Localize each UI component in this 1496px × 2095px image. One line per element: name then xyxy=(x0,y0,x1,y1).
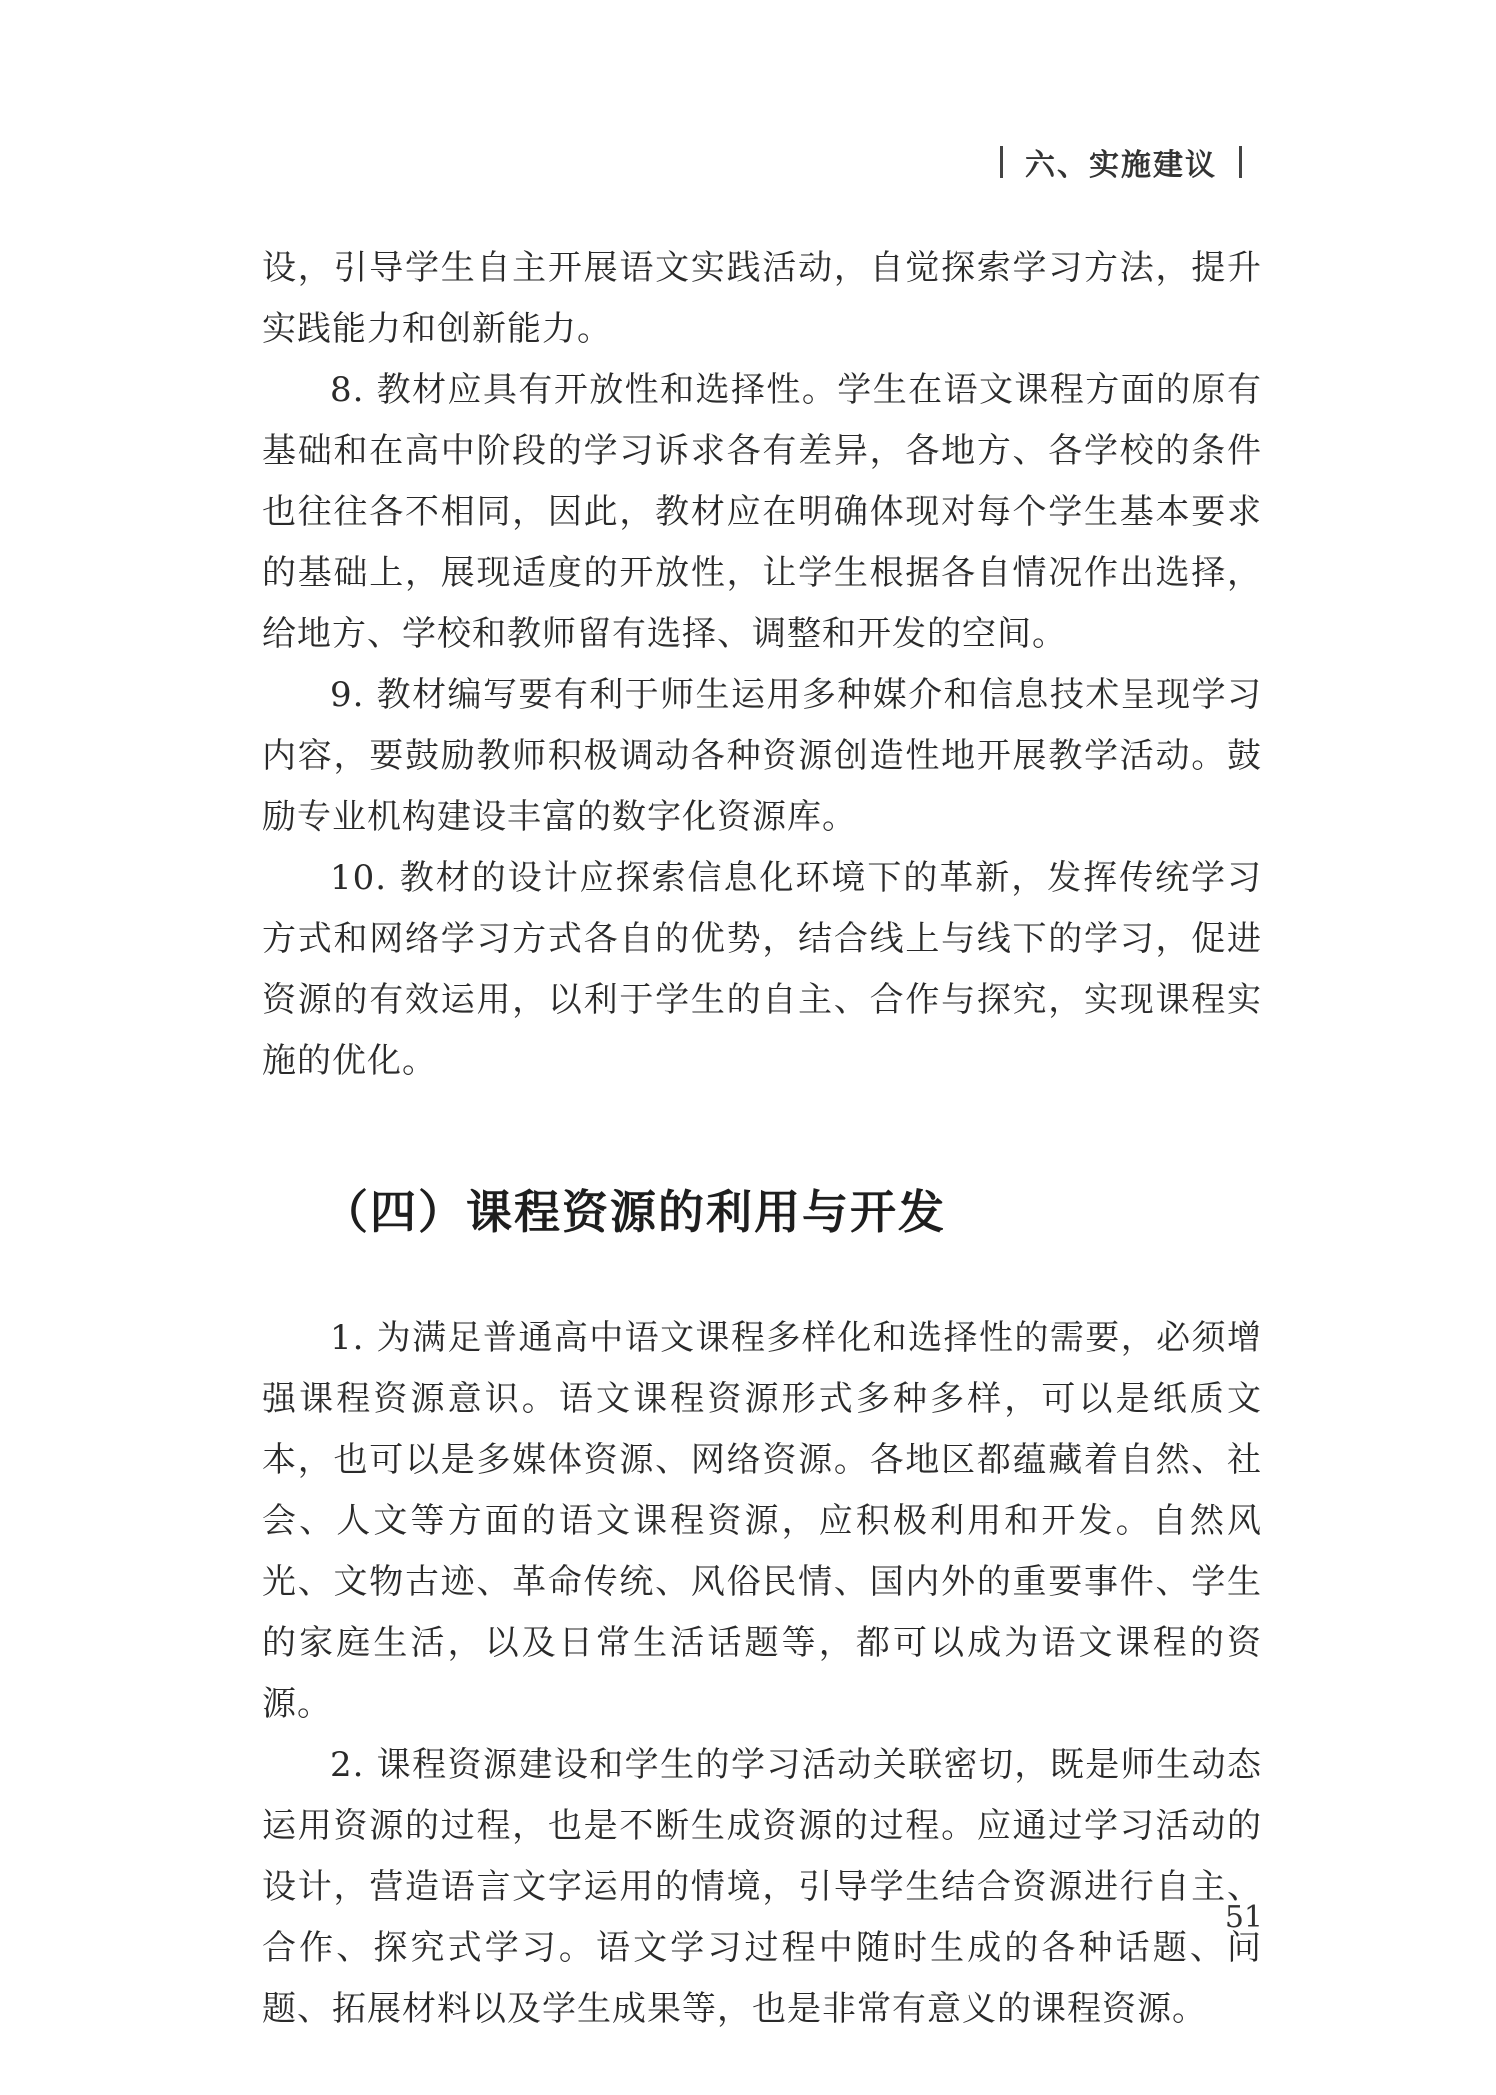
paragraph-item-10: 10. 教材的设计应探索信息化环境下的革新，发挥传统学习方式和网络学习方式各自的优势，结合线上与线下的学习，促进资源的有效运用，以利于学生的自主、合作与探究，实现课程实施的优化。 xyxy=(262,858,1262,1081)
paragraph-item-8: 8. 教材应具有开放性和选择性。学生在语文课程方面的原有基础和在高中阶段的学习诉求各有差异，各地方、各学校的条件也往往各不相同，因此，教材应在明确体现对每个学生基本要求的基础上，展现适度的开放性，让学生根据各自情况作出选择，给地方、学校和教师留有选择、调整和开发的空间。 xyxy=(262,370,1262,654)
header-left-rule xyxy=(1000,146,1003,178)
header-right-rule xyxy=(1239,146,1242,178)
section-title: （四）课程资源的利用与开发 xyxy=(322,1185,946,1239)
header-title: 六、实施建议 xyxy=(1025,148,1217,183)
section-paragraph-1: 1. 为满足普通高中语文课程多样化和选择性的需要，必须增强课程资源意识。语文课程资源形式多种多样，可以是纸质文本，也可以是多媒体资源、网络资源。各地区都蕴藏着自然、社会、人文等方面的语文课程资源，应积极利用和开发。自然风光、文物古迹、革命传统、风俗民情、国内外的重要事件、学生的家庭生活，以及日常生活话题等，都可以成为语文课程的资源。 xyxy=(262,1318,1262,1724)
paragraph-item-9: 9. 教材编写要有利于师生运用多种媒介和信息技术呈现学习内容，要鼓励教师积极调动各种资源创造性地开展教学活动。鼓励专业机构建设丰富的数字化资源库。 xyxy=(262,675,1262,837)
paragraph-continued: 设，引导学生自主开展语文实践活动，自觉探索学习方法，提升实践能力和创新能力。 xyxy=(262,248,1262,349)
page-body xyxy=(262,238,1262,2040)
section-paragraph-2: 2. 课程资源建设和学生的学习活动关联密切，既是师生动态运用资源的过程，也是不断生成资源的过程。应通过学习活动的设计，营造语言文字运用的情境，引导学生结合资源进行自主、合作、探究式学习。语文学习过程中随时生成的各种话题、问题、拓展材料以及学生成果等，也是非常有意义的课程资源。 xyxy=(262,1745,1262,2029)
section-heading-block xyxy=(262,1180,1262,1244)
page-number: 51 xyxy=(1224,1900,1263,1935)
running-header xyxy=(978,140,1264,184)
